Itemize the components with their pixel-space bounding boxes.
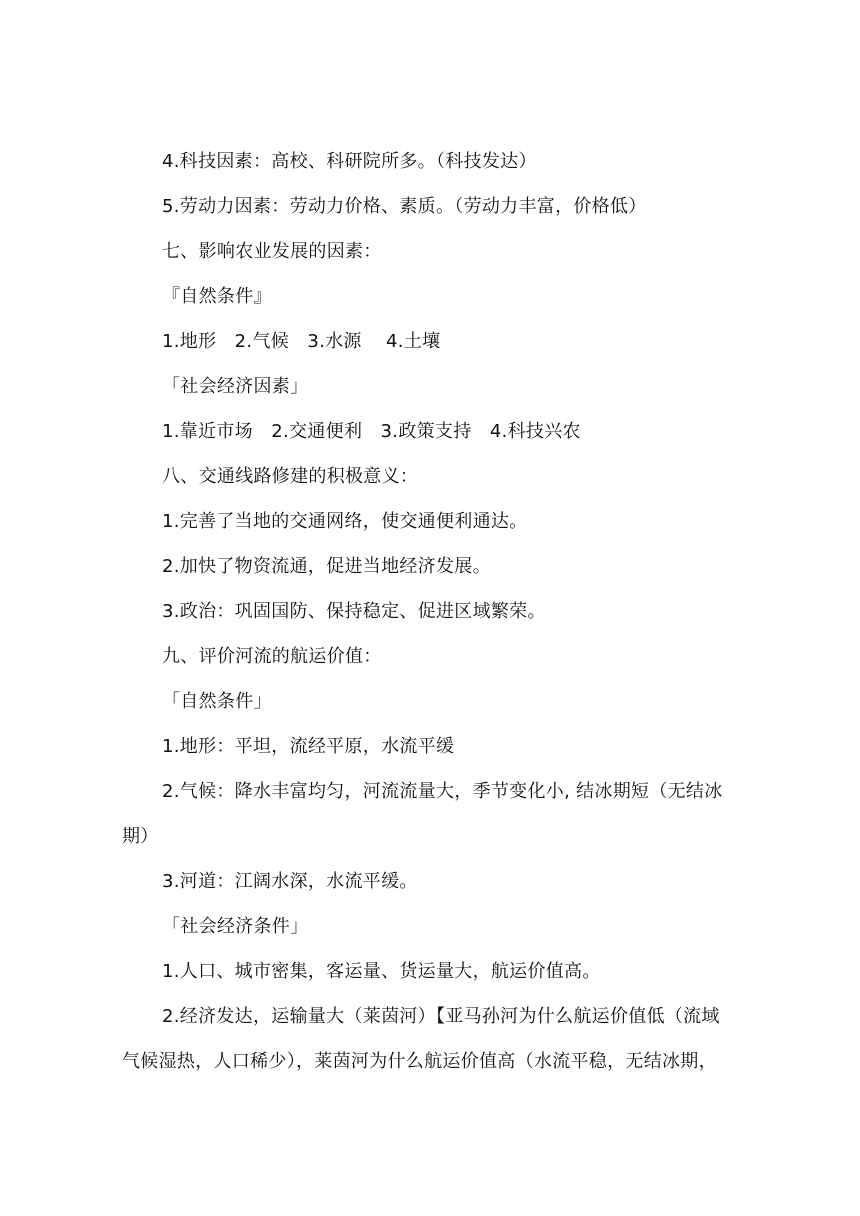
text-line-climate: 2.气候：降水丰富均匀，河流流量大，季节变化小, 结冰期短（无结冰 bbox=[162, 781, 723, 802]
text-line-climate-continued: 期） bbox=[122, 826, 159, 847]
text-line-population: 1.人口、城市密集，客运量、货运量大，航运价值高。 bbox=[162, 961, 601, 982]
text-line-material-flow: 2.加快了物资流通，促进当地经济发展。 bbox=[162, 556, 491, 577]
text-line-terrain: 1.地形：平坦，流经平原，水流平缓 bbox=[162, 736, 455, 757]
subheading-socioeconomic-conditions: 「社会经济条件」 bbox=[162, 916, 309, 937]
heading-transport-significance: 八、交通线路修建的积极意义： bbox=[162, 466, 419, 487]
text-line-river-channel: 3.河道：江阔水深，水流平缓。 bbox=[162, 871, 418, 892]
subheading-natural-conditions-2: 「自然条件」 bbox=[162, 691, 272, 712]
text-line-politics: 3.政治：巩固国防、保持稳定、促进区域繁荣。 bbox=[162, 601, 546, 622]
text-line-labor-factor: 5.劳动力因素：劳动力价格、素质。（劳动力丰富，价格低） bbox=[162, 196, 647, 217]
text-line-science-factor: 4.科技因素：高校、科研院所多。（科技发达） bbox=[162, 151, 537, 172]
subheading-socioeconomic-factors: 「社会经济因素」 bbox=[162, 376, 309, 397]
text-line-economy-continued: 气候湿热，人口稀少），莱茵河为什么航运价值高（水流平稳，无结冰期， bbox=[122, 1051, 717, 1072]
subheading-natural-conditions: 『自然条件』 bbox=[162, 286, 272, 307]
text-line-socioeconomic-list: 1.靠近市场 2.交通便利 3.政策支持 4.科技兴农 bbox=[162, 421, 581, 442]
text-line-economy: 2.经济发达，运输量大（莱茵河）【亚马孙河为什么航运价值低（流域 bbox=[162, 1006, 720, 1027]
text-line-natural-list: 1.地形 2.气候 3.水源 4.土壤 bbox=[162, 331, 441, 352]
heading-agriculture-factors: 七、影响农业发展的因素： bbox=[162, 241, 382, 262]
text-line-transport-network: 1.完善了当地的交通网络，使交通便利通达。 bbox=[162, 511, 528, 532]
heading-river-navigation: 九、评价河流的航运价值： bbox=[162, 646, 382, 667]
